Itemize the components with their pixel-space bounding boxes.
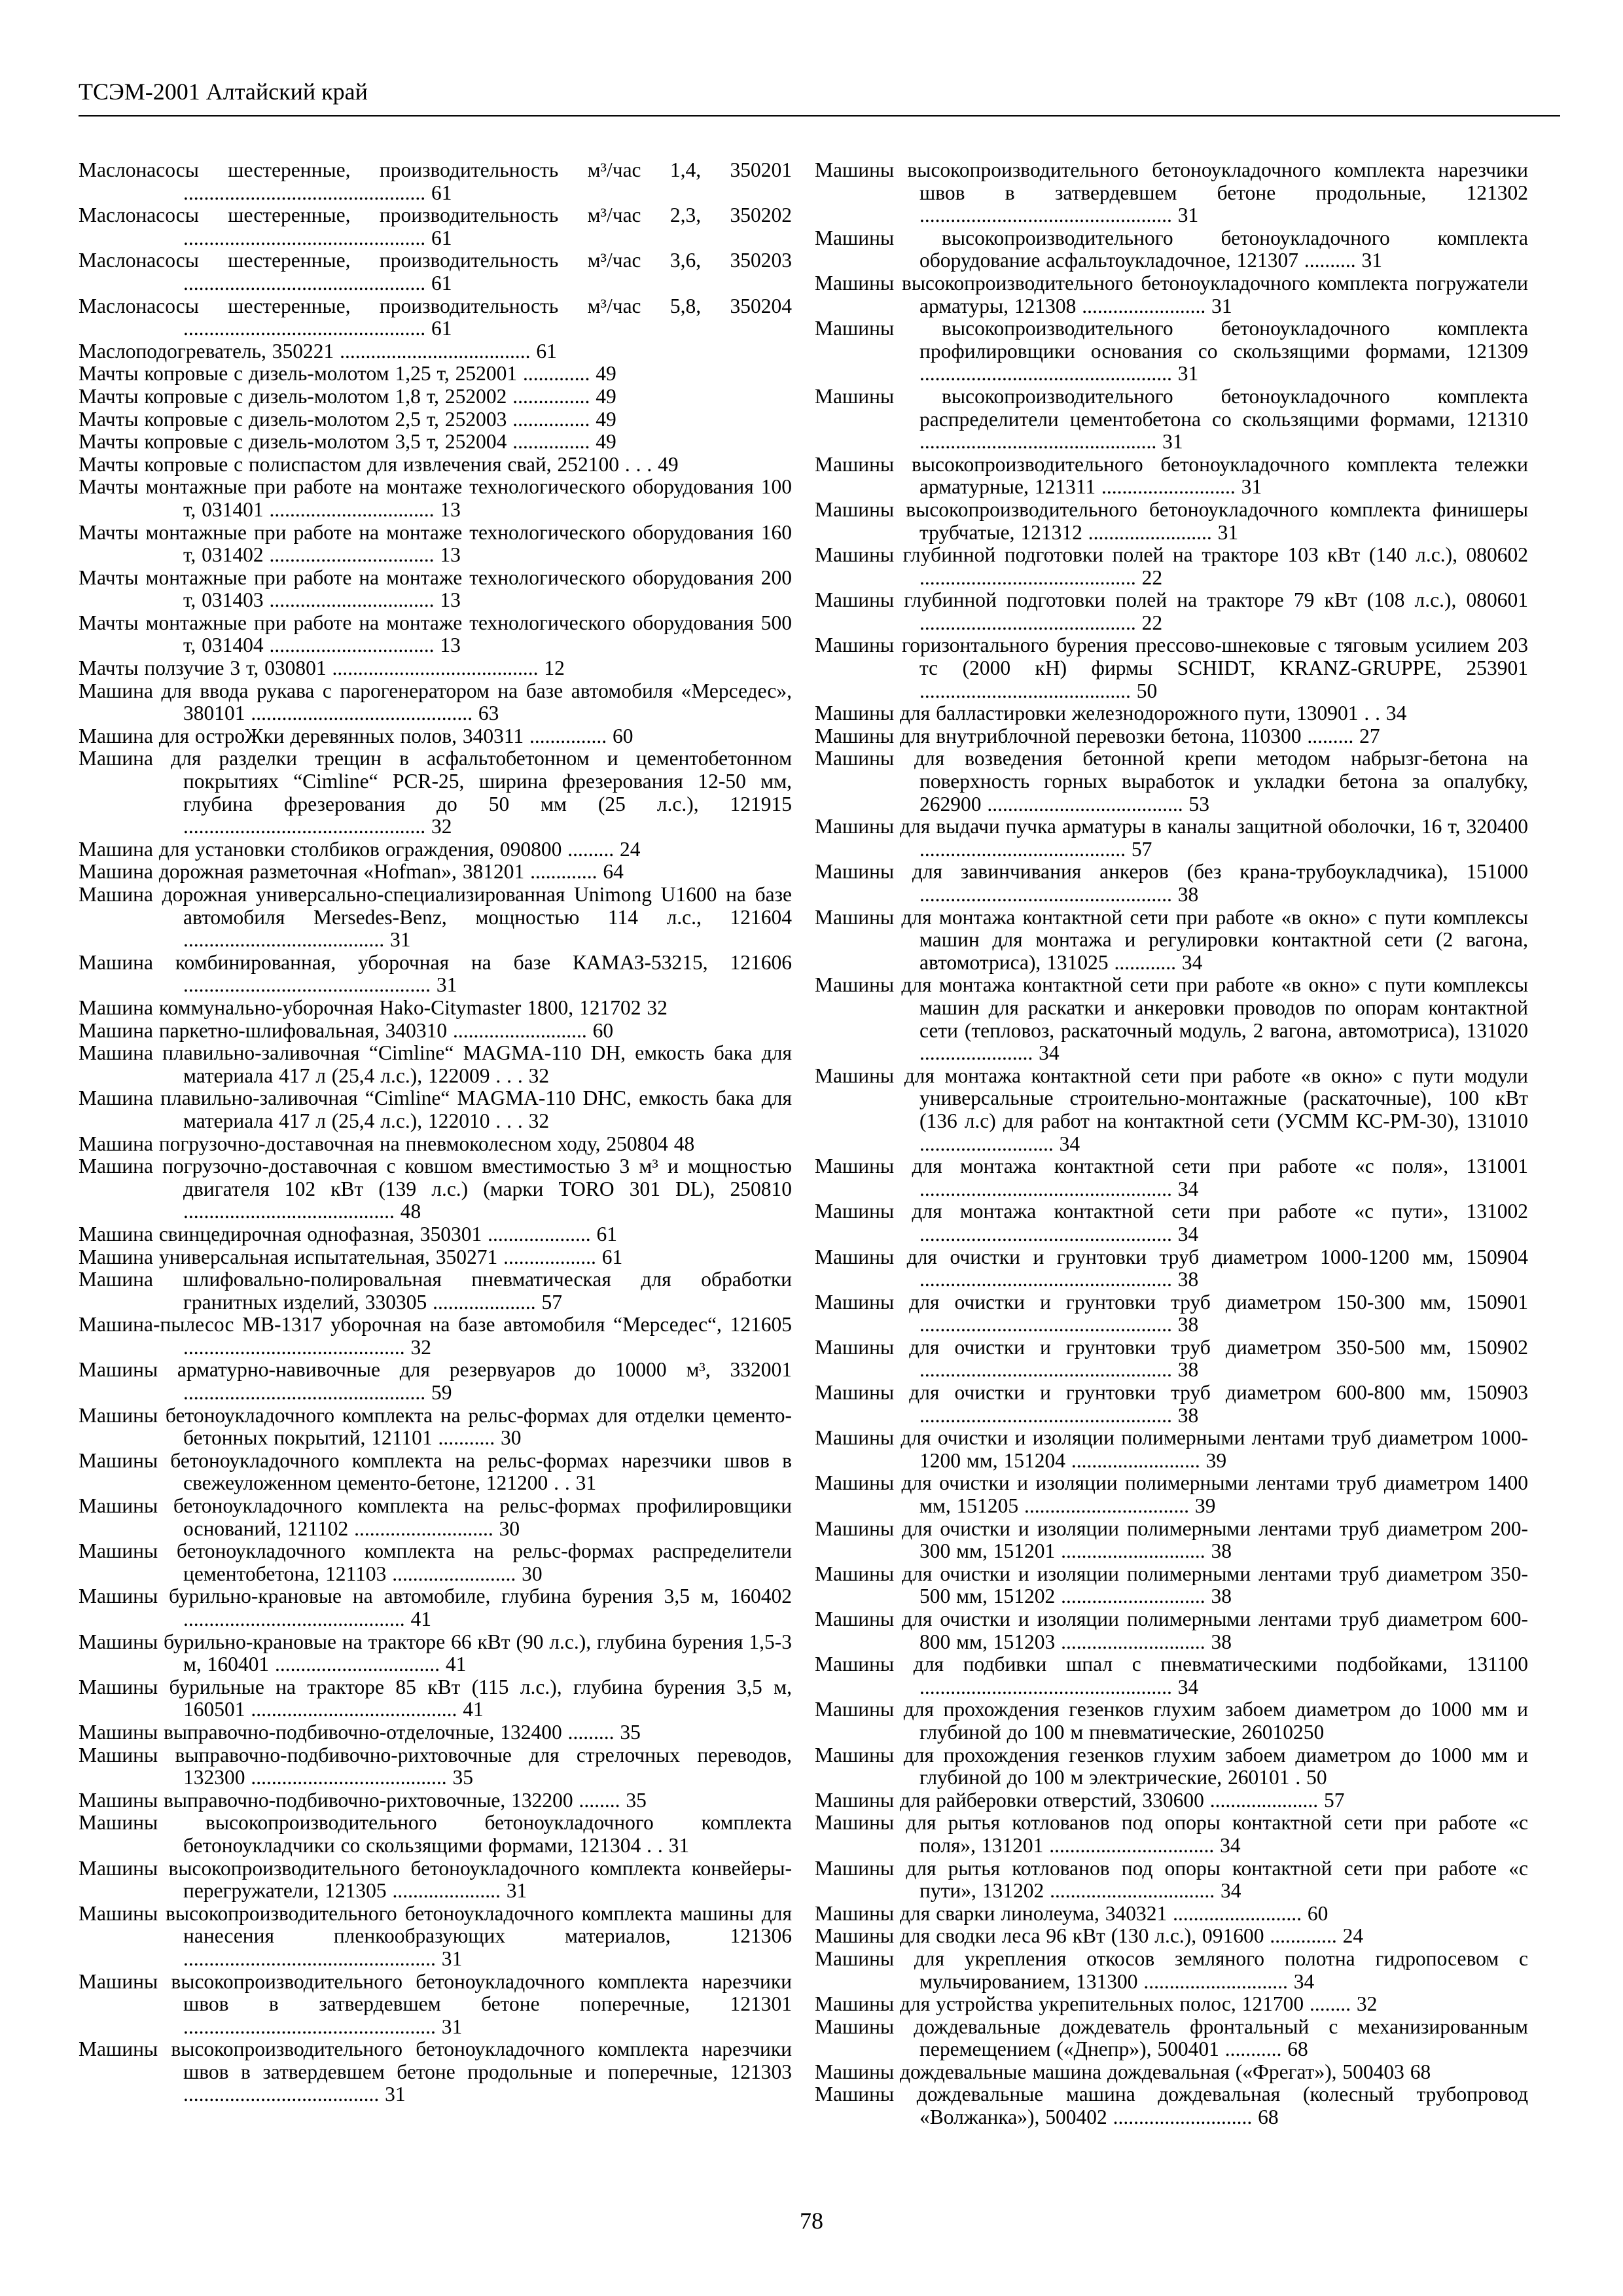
- index-entry: Машины для рытья котлованов под опоры контактной сети при работе «с пути», 131202 ................................ 34: [815, 1856, 1528, 1903]
- index-entry: Машины выправочно-подбивочно-рихтовочные для стрелочных переводов, 132300 ...................................... 35: [79, 1743, 792, 1789]
- index-entry: Мачты монтажные при работе на монтаже технологического оборудования 100 т, 031401 ................................ 13: [79, 475, 792, 521]
- index-entry: Машины дождевальные дождеватель фронтальный с механизированным перемещением («Днепр»), 500401 ........... 68: [815, 2015, 1528, 2061]
- index-entry: Машины высокопроизводительного бетоноукладочного комплекта бетоноукладчики со скользящими формами, 121304 . . 31: [79, 1811, 792, 1857]
- index-entry: Машина паркетно-шлифовальная, 340310 .......................... 60: [79, 1018, 614, 1042]
- index-entry: Машина погрузочно-доставочная с ковшом вместимостью 3 м³ и мощностью двигателя 102 кВт (139 л.с.) (марки TORO 301 DL), 250810 ......................................... 48: [79, 1155, 792, 1223]
- index-entry: Машины для очистки и изоляции полимерными лентами труб диаметром 200-300 мм, 151201 ............................ 38: [815, 1516, 1528, 1563]
- index-entry: Машины для очистки и изоляции полимерными лентами труб диаметром 1000-1200 мм, 151204 ......................... 39: [815, 1426, 1528, 1472]
- index-entry: Машины для устройства укрепительных полос, 121700 ........ 32: [815, 1992, 1378, 2016]
- index-entry: Машины для очистки и грунтовки труб диаметром 150-300 мм, 150901 ................................................. 38: [815, 1290, 1528, 1336]
- index-entry: Машины для очистки и грунтовки труб диаметром 1000-1200 мм, 150904 ................................................. 38: [815, 1245, 1528, 1291]
- index-entry: Машины для очистки и грунтовки труб диаметром 350-500 мм, 150902 ................................................. 38: [815, 1335, 1528, 1382]
- index-entry: Маслонасосы шестеренные, производительность м³/час 5,8, 350204 ............................................... 61: [79, 294, 792, 340]
- index-entry: Машины высокопроизводительного бетоноукладочного комплекта финишеры трубчатые, 121312 ........................ 31: [815, 497, 1528, 544]
- index-entry: Машина погрузочно-доставочная на пневмоколесном ходу, 250804 48: [79, 1132, 695, 1155]
- index-entry: Машины арматурно-навивочные для резервуаров до 10000 м³, 332001 ............................................... 59: [79, 1358, 792, 1405]
- page-header: [79, 77, 1560, 117]
- index-entry: Машина плавильно-заливочная “Cimline“ MAGMA-110 DHC, емкость бака для материала 417 л (25,4 л.с.), 122010 . . . 32: [79, 1086, 792, 1132]
- index-entry: Машина шлифовально-полировальная пневматическая для обработки гранитных изделий, 330305 .................... 57: [79, 1268, 792, 1314]
- index-entry: Машины бурильные на тракторе 85 кВт (115 л.с.), глубина бурения 3,5 м, 160501 ........................................ 41: [79, 1675, 792, 1721]
- index-entry: Машины высокопроизводительного бетоноукладочного комплекта конвейеры-перегружатели, 121305 ..................... 31: [79, 1856, 792, 1903]
- index-entry: Машины выправочно-подбивочно-рихтовочные, 132200 ........ 35: [79, 1788, 647, 1812]
- index-entry: Мачты копровые с дизель-молотом 3,5 т, 252004 ............... 49: [79, 430, 616, 454]
- index-entry: Машины для прохождения гезенков глухим забоем диаметром до 1000 мм и глубиной до 100 м пневматические, 26010250: [815, 1698, 1528, 1744]
- index-column-right: [815, 159, 1528, 2129]
- index-entry: Машина дорожная универсально-специализированная Unimong U1600 на базе автомобиля Mersedes-Benz, мощностью 114 л.с., 121604 ....................................... 31: [79, 883, 792, 952]
- page-number: 78: [800, 2208, 823, 2234]
- index-entry: Машины для очистки и изоляции полимерными лентами труб диаметром 1400 мм, 151205 ................................ 39: [815, 1471, 1528, 1518]
- index-entry: Машины для внутриблочной перевозки бетона, 110300 ......... 27: [815, 724, 1380, 747]
- index-entry: Машины для сварки линолеума, 340321 ......................... 60: [815, 1901, 1329, 1925]
- index-entry: Машина свинцедирочная однофазная, 350301 .................... 61: [79, 1222, 618, 1246]
- index-entry: Машины для завинчивания анкеров (без крана-трубоукладчика), 151000 ................................................. 38: [815, 860, 1528, 906]
- index-entry: Машины для сводки леса 96 кВт (130 л.с.), 091600 ............. 24: [815, 1924, 1364, 1948]
- index-entry: Машины выправочно-подбивочно-отделочные, 132400 ......... 35: [79, 1720, 641, 1744]
- index-entry: Машины для прохождения гезенков глухим забоем диаметром до 1000 мм и глубиной до 100 м электрические, 260101 . 50: [815, 1743, 1528, 1789]
- index-entry: Машины для подбивки шпал с пневматическими подбойками, 131100 ................................................. 34: [815, 1653, 1528, 1698]
- index-entry: Машины для рытья котлованов под опоры контактной сети при работе «с поля», 131201 ................................ 34: [815, 1811, 1528, 1857]
- index-entry: Машины высокопроизводительного бетоноукладочного комплекта машины для нанесения пленкообразующих материалов, 121306 ................................................. 31: [79, 1901, 792, 1970]
- index-entry: Машина для разделки трещин в асфальтобетонном и цементобетонном покрытиях “Cimline“ PCR-25, ширина фрезерования 12-50 мм, глубина фрезерования до 50 мм (25 л.с.), 121915 ............................................... 32: [79, 747, 792, 838]
- index-entry: Мачты копровые с дизель-молотом 1,25 т, 252001 ............. 49: [79, 362, 616, 386]
- index-entry: Машина для ввода рукава с парогенератором на базе автомобиля «Мерседес», 380101 ........................................... 63: [79, 679, 792, 725]
- index-entry: Машины высокопроизводительного бетоноукладочного комплекта профилировщики основания со скользящими формами, 121309 ................................................. 31: [815, 317, 1528, 386]
- index-entry: Машины для возведения бетонной крепи методом набрызг-бетона на поверхность горных выработок и укладки бетона за опалубку, 262900 ...................................... 53: [815, 747, 1528, 816]
- index-entry: Машины глубинной подготовки полей на тракторе 103 кВт (140 л.с.), 080602 .......................................... 22: [815, 543, 1528, 589]
- index-entry: Машины высокопроизводительного бетоноукладочного комплекта нарезчики швов в затвердевшем бетоне продольные и поперечные, 121303 ...................................... 31: [79, 2037, 792, 2106]
- index-entry: Машины высокопроизводительного бетоноукладочного комплекта оборудование асфальтоукладочное, 121307 .......... 31: [815, 226, 1528, 272]
- index-entry: Машины высокопроизводительного бетоноукладочного комплекта погружатели арматуры, 121308 ........................ 31: [815, 271, 1528, 317]
- index-entry: Машины для балластировки железнодорожного пути, 130901 . . 34: [815, 702, 1407, 725]
- index-entry: Машины высокопроизводительного бетоноукладочного комплекта распределители цементобетона со скользящими формами, 121310 .............................................. 31: [815, 384, 1528, 454]
- index-entry: Машина для остроЖки деревянных полов, 340311 ............... 60: [79, 724, 633, 747]
- index-entry: Машины для монтажа контактной сети при работе «в окно» с пути комплексы машин для раскатки и анкеровки проводов по опорам контактной сети (тепловоз, раскаточный модуль, 2 вагона, автомотриса), 131020 ...................... 34: [815, 973, 1528, 1065]
- index-entry: Машины глубинной подготовки полей на тракторе 79 кВт (108 л.с.), 080601 .......................................... 22: [815, 588, 1528, 634]
- index-entry: Машина комбинированная, уборочная на базе КАМАЗ-53215, 121606 ................................................ 31: [79, 950, 792, 997]
- index-entry: Мачты монтажные при работе на монтаже технологического оборудования 200 т, 031403 ................................ 13: [79, 565, 792, 612]
- index-entry: Машина универсальная испытательная, 350271 .................. 61: [79, 1245, 623, 1268]
- index-column-left: [79, 159, 792, 2106]
- index-entry: Машины дождевальные машина дождевальная («Фрегат»), 500403 68: [815, 2060, 1431, 2083]
- index-entry: Машины для райберовки отверстий, 330600 ..................... 57: [815, 1788, 1345, 1812]
- index-entry: Машины высокопроизводительного бетоноукладочного комплекта нарезчики швов в затвердевшем бетоне продольные, 121302 ................................................. 31: [815, 158, 1528, 227]
- index-entry: Машины высокопроизводительного бетоноукладочного комплекта нарезчики швов в затвердевшем бетоне поперечные, 121301 ................................................. 31: [79, 1969, 792, 2038]
- index-entry: Машины для очистки и грунтовки труб диаметром 600-800 мм, 150903 ................................................. 38: [815, 1381, 1528, 1427]
- index-entry: Машины для монтажа контактной сети при работе «с поля», 131001 ................................................. 34: [815, 1155, 1528, 1200]
- index-entry: Машины бетоноукладочного комплекта на рельс-формах для отделки цементо-бетонных покрытий, 121101 ........... 30: [79, 1403, 792, 1450]
- index-entry: Машина коммунально-уборочная Hako-Citymaster 1800, 121702 32: [79, 996, 668, 1019]
- index-entry: Машины для монтажа контактной сети при работе «в окно» с пути модули универсальные строительно-монтажные (раскаточные), 100 кВт (136 л.с) для работ на контактной сети (УСММ КС-РМ-30), 131010 .......................... 34: [815, 1064, 1528, 1155]
- index-entry: Машина-пылесос МВ-1317 уборочная на базе автомобиля “Мерседес“, 121605 ........................................... 32: [79, 1313, 792, 1359]
- index-entry: Машины для выдачи пучка арматуры в каналы защитной оболочки, 16 т, 320400 ........................................ 57: [815, 815, 1528, 861]
- index-entry: Маслонасосы шестеренные, производительность м³/час 3,6, 350203 ............................................... 61: [79, 249, 792, 295]
- index-entry: Машина плавильно-заливочная “Cimline“ MAGMA-110 DH, емкость бака для материала 417 л (25,4 л.с.), 122009 . . . 32: [79, 1041, 792, 1087]
- index-entry: Машины для очистки и изоляции полимерными лентами труб диаметром 350-500 мм, 151202 ............................ 38: [815, 1562, 1528, 1608]
- index-entry: Машины горизонтального бурения прессово-шнековые с тяговым усилием 203 тс (2000 кН) фирмы SCHIDT, KRANZ-GRUPPE, 253901 ......................................... 50: [815, 634, 1528, 702]
- index-entry: Машины бурильно-крановые на автомобиле, глубина бурения 3,5 м, 160402 ........................................... 41: [79, 1585, 792, 1630]
- index-entry: Машины бетоноукладочного комплекта на рельс-формах нарезчики швов в свежеуложенном цементо-бетоне, 121200 . . 31: [79, 1448, 792, 1495]
- header-title: ТСЭМ-2001 Алтайский край: [79, 79, 368, 105]
- index-entry: Машины для укрепления откосов земляного полотна гидропосевом с мульчированием, 131300 ............................ 34: [815, 1946, 1528, 1993]
- index-entry: Мачты монтажные при работе на монтаже технологического оборудования 160 т, 031402 ................................ 13: [79, 520, 792, 567]
- index-entry: Мачты копровые с полиспастом для извлечения свай, 252100 . . . 49: [79, 452, 679, 476]
- index-entry: Машина дорожная разметочная «Hofman», 381201 ............. 64: [79, 860, 624, 884]
- index-entry: Машины бурильно-крановые на тракторе 66 кВт (90 л.с.), глубина бурения 1,5-3 м, 160401 ................................ 41: [79, 1630, 792, 1676]
- index-entry: Мачты ползучие 3 т, 030801 ........................................ 12: [79, 656, 565, 680]
- index-entry: Машины для очистки и изоляции полимерными лентами труб диаметром 600-800 мм, 151203 ............................ 38: [815, 1607, 1528, 1653]
- index-entry: Машины дождевальные машина дождевальная (колесный трубопровод «Волжанка»), 500402 ........................... 68: [815, 2083, 1528, 2129]
- index-entry: Мачты монтажные при работе на монтаже технологического оборудования 500 т, 031404 ................................ 13: [79, 611, 792, 657]
- index-entry: Машины высокопроизводительного бетоноукладочного комплекта тележки арматурные, 121311 .......................... 31: [815, 452, 1528, 499]
- index-entry: Маслоподогреватель, 350221 ..................................... 61: [79, 339, 557, 363]
- index-entry: Маслонасосы шестеренные, производительность м³/час 2,3, 350202 ............................................... 61: [79, 204, 792, 249]
- index-entry: Машины для монтажа контактной сети при работе «с пути», 131002 ................................................. 34: [815, 1200, 1528, 1246]
- index-entry: Машина для установки столбиков ограждения, 090800 ......... 24: [79, 837, 641, 861]
- index-entry: Мачты копровые с дизель-молотом 1,8 т, 252002 ............... 49: [79, 384, 616, 408]
- index-entry: Мачты копровые с дизель-молотом 2,5 т, 252003 ............... 49: [79, 407, 616, 431]
- index-entry: Маслонасосы шестеренные, производительность м³/час 1,4, 350201 ............................................... 61: [79, 158, 792, 204]
- index-entry: Машины для монтажа контактной сети при работе «в окно» с пути комплексы машин для монтажа и регулировки контактной сети (2 вагона, автомотриса), 131025 ............ 34: [815, 905, 1528, 974]
- index-entry: Машины бетоноукладочного комплекта на рельс-формах профилировщики оснований, 121102 ........................... 30: [79, 1494, 792, 1540]
- index-entry: Машины бетоноукладочного комплекта на рельс-формах распределители цементобетона, 121103 ........................ 30: [79, 1539, 792, 1585]
